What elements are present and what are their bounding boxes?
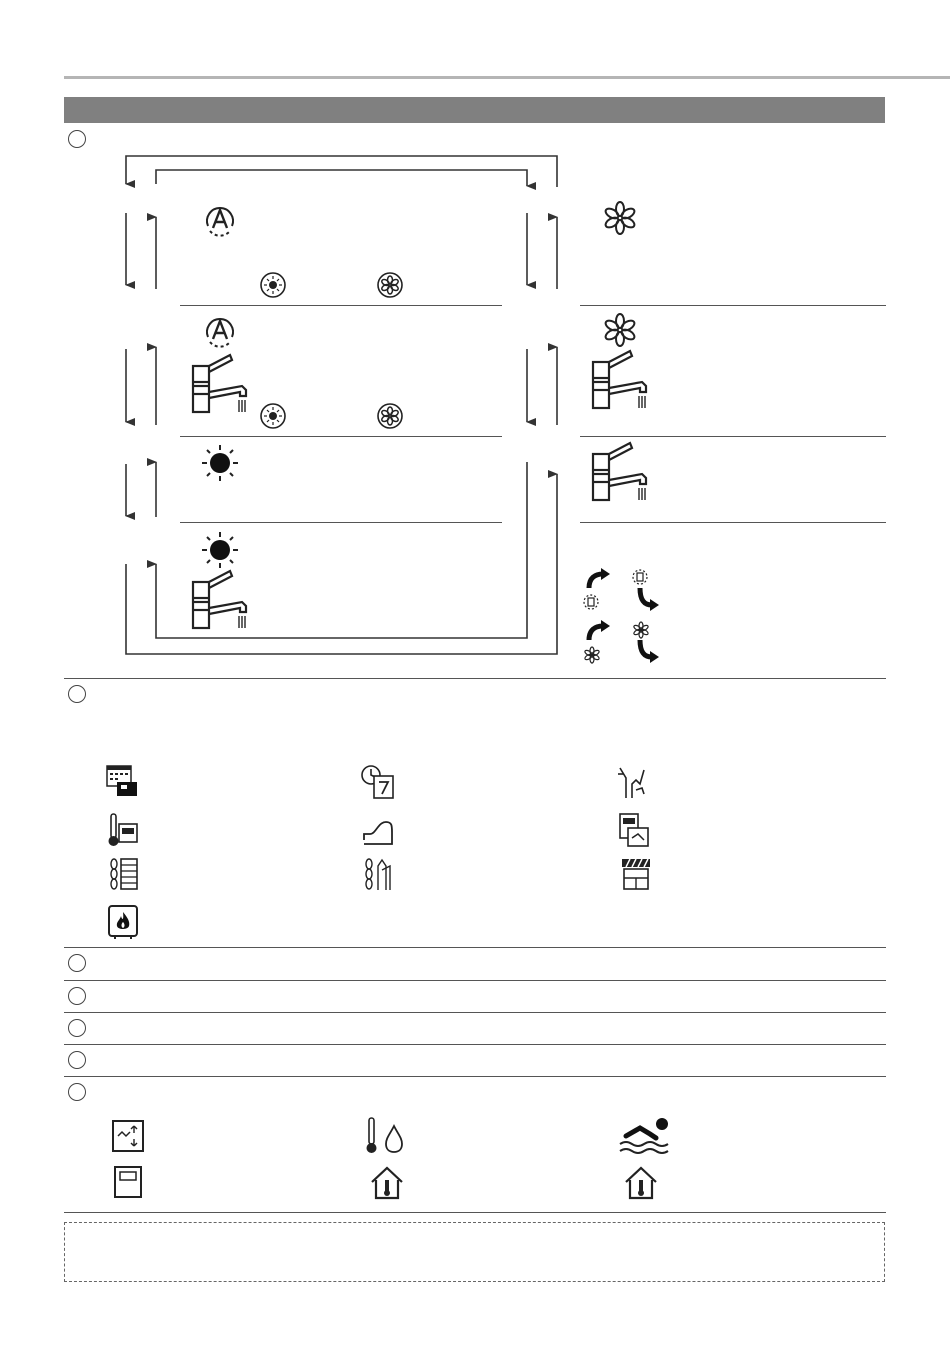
house-warm-icon bbox=[368, 1164, 406, 1202]
cool-snowflake-icon bbox=[600, 198, 640, 238]
room-thermostat-icon bbox=[105, 812, 141, 848]
tank-icon bbox=[105, 856, 141, 892]
cool-circle-icon bbox=[376, 271, 404, 299]
tap-hot-water-icon bbox=[190, 568, 250, 630]
boiler-icon bbox=[105, 904, 141, 940]
switch-to-heat-arrow-icon bbox=[630, 568, 662, 614]
heat-sun-icon bbox=[200, 443, 240, 483]
shop-icon bbox=[618, 856, 654, 892]
heat-sun-icon bbox=[200, 530, 240, 570]
auto-mode-icon bbox=[202, 313, 238, 349]
heat-circle-icon bbox=[259, 271, 287, 299]
mixing-valve-icon bbox=[110, 1118, 146, 1154]
house-warm-icon-2 bbox=[622, 1164, 660, 1202]
tap-hot-water-icon bbox=[590, 440, 650, 502]
tap-hot-water-icon bbox=[190, 352, 250, 414]
heat-circle-icon bbox=[259, 402, 287, 430]
weekly-timer-icon bbox=[105, 764, 141, 800]
tank-heater-icon bbox=[360, 856, 396, 892]
cool-snowflake-icon bbox=[600, 310, 640, 350]
switch-to-heat-arrow-icon bbox=[581, 568, 611, 612]
bathtub-icon bbox=[360, 812, 396, 848]
remote-controller-icon bbox=[614, 812, 650, 848]
swimming-pool-icon bbox=[618, 1116, 674, 1156]
clock-7-icon bbox=[360, 764, 396, 800]
auto-mode-icon bbox=[202, 202, 238, 238]
switch-to-cool-arrow-icon bbox=[630, 620, 662, 666]
cool-circle-icon bbox=[376, 402, 404, 430]
tap-hot-water-icon bbox=[590, 348, 650, 410]
temperature-humidity-icon bbox=[364, 1116, 404, 1156]
switch-to-cool-arrow-icon bbox=[581, 620, 611, 666]
panel-icon bbox=[112, 1164, 146, 1200]
quiet-mode-icon bbox=[614, 764, 650, 800]
